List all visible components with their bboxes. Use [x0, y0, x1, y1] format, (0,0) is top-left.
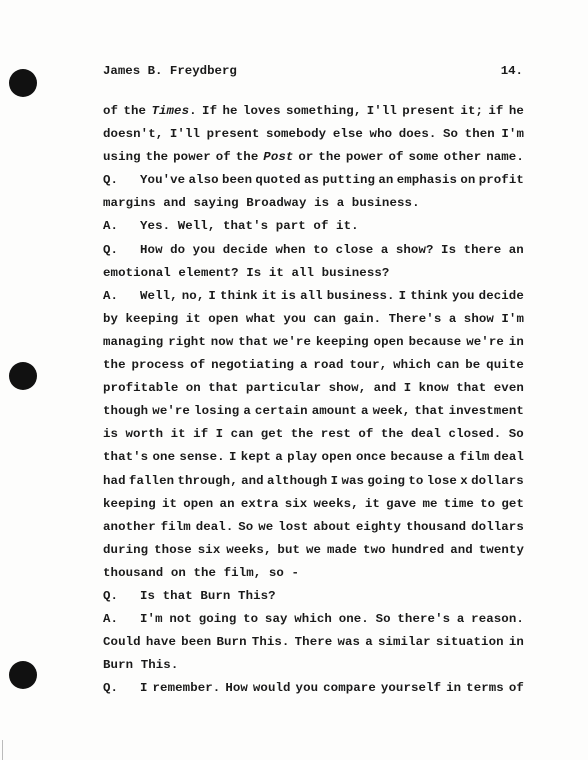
- text-line: Could have been Burn This. There was a similar situation in: [103, 635, 524, 650]
- binder-hole: [9, 69, 37, 97]
- text-line: profitable on that particular show, and I know that even: [103, 381, 524, 396]
- text-line: had fallen through, and although I was going to lose x dollars: [103, 473, 524, 488]
- binder-hole: [9, 661, 37, 689]
- text-line: another film deal. So we lost about eighty thousand dollars: [103, 519, 524, 534]
- text-line: margins and saying Broadway is a business.: [103, 196, 420, 211]
- page-header: [103, 64, 523, 82]
- text-line: using the power of the Post or the power of some other name.: [103, 150, 524, 165]
- text-line: managing right now that we're keeping open because we're in: [103, 334, 524, 349]
- text-line: keeping it open an extra six weeks, it gave me time to get: [103, 496, 524, 511]
- transcript-body: [103, 100, 524, 700]
- text-line: doesn't, I'll present somebody else who does. So then I'm: [103, 127, 524, 142]
- text-line: by keeping it open what you can gain. There's a show I'm: [103, 311, 524, 326]
- text-line: emotional element? Is it all business?: [103, 265, 390, 280]
- binder-hole: [9, 362, 37, 390]
- text-line: A. Well, no, I think it is all business. I think you decide: [103, 288, 524, 303]
- text-line: is worth it if I can get the rest of the deal closed. So: [103, 427, 524, 442]
- text-line: Q. How do you decide when to close a show? Is there an: [103, 242, 524, 257]
- scan-edge-mark: [2, 740, 3, 760]
- text-line: A. Yes. Well, that's part of it.: [103, 219, 359, 234]
- page-number: 14.: [500, 64, 523, 78]
- text-line: during those six weeks, but we made two hundred and twenty: [103, 542, 524, 557]
- text-line: Burn This.: [103, 658, 179, 673]
- text-line: that's one sense. I kept a play open once because a film deal: [103, 450, 524, 465]
- text-line: Q. I remember. How would you compare yourself in terms of: [103, 681, 524, 696]
- text-line: Q. You've also been quoted as putting an emphasis on profit: [103, 173, 524, 188]
- text-line: thousand on the film, so -: [103, 565, 300, 580]
- text-line: of the Times. If he loves something, I'll present it; if he: [103, 104, 524, 118]
- text-line: though we're losing a certain amount a week, that investment: [103, 404, 524, 419]
- interviewee-name: James B. Freydberg: [103, 64, 237, 78]
- text-line: A. I'm not going to say which one. So there's a reason.: [103, 612, 524, 627]
- text-line: the process of negotiating a road tour, which can be quite: [103, 358, 524, 373]
- text-line: Q. Is that Burn This?: [103, 588, 276, 603]
